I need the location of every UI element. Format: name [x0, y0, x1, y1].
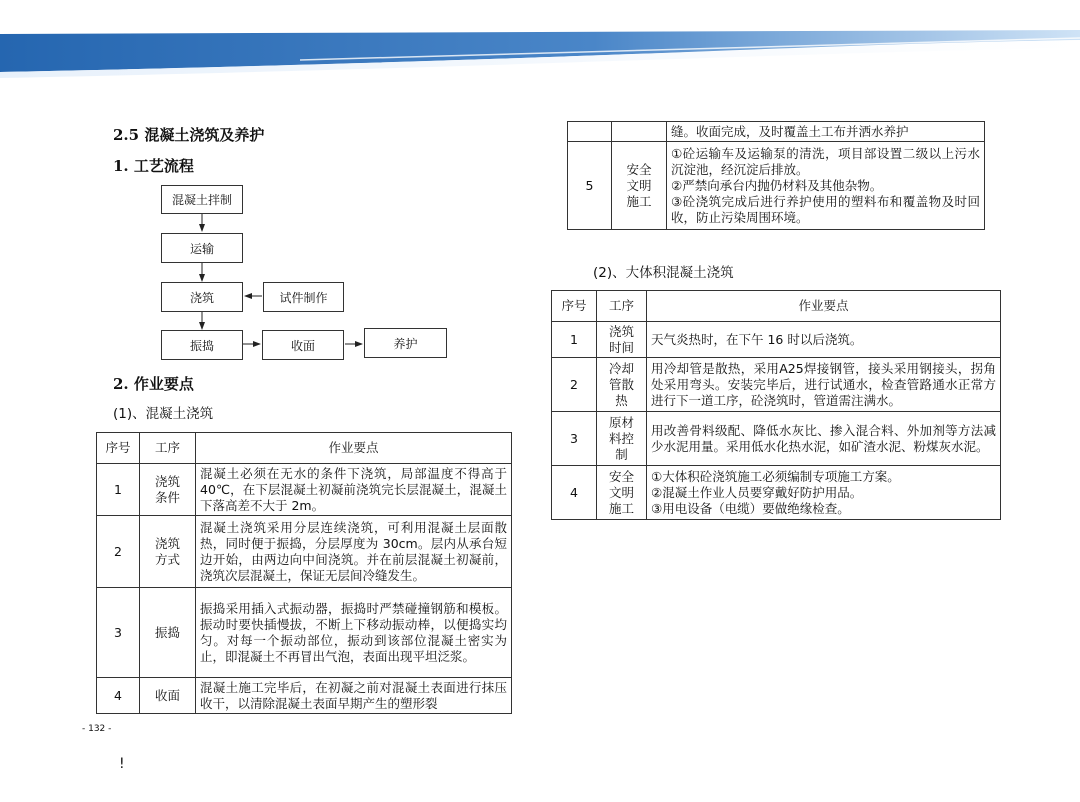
- row-no: 1: [97, 464, 140, 516]
- flow-curing-box: 养护: [364, 328, 447, 358]
- header-proc: 工序: [140, 433, 196, 464]
- section-title: 2.5 混凝土浇筑及养护: [113, 126, 265, 144]
- row-process: 浇筑 方式: [140, 516, 196, 588]
- table-header-row: [552, 291, 1001, 322]
- table-row: [552, 412, 1001, 466]
- row-no: [568, 122, 612, 142]
- process-heading: 1. 工艺流程: [113, 157, 194, 175]
- row-no: 4: [552, 466, 597, 520]
- table-row: [97, 588, 512, 678]
- row-points: 用改善骨料级配、降低水灰比、掺入混合料、外加剂等方法减少水泥用量。采用低水化热水泥，如矿渣水泥、粉煤灰水泥。: [647, 412, 1001, 466]
- table-row: [97, 678, 512, 714]
- row-no: 3: [97, 588, 140, 678]
- row-no: 3: [552, 412, 597, 466]
- row-points: 混凝土施工完毕后，在初凝之前对混凝土表面进行抹压收干，以清除混凝土表面早期产生的塑形裂: [196, 678, 512, 714]
- row-points: 天气炎热时，在下午 16 时以后浇筑。: [647, 322, 1001, 358]
- row-process: 原材 料控 制: [597, 412, 647, 466]
- row-process: [612, 122, 667, 142]
- table-row: [552, 322, 1001, 358]
- page-number: - 132 -: [82, 724, 112, 734]
- row-points: 缝。收面完成，及时覆盖土工布并洒水养护: [667, 122, 985, 142]
- header-proc: 工序: [597, 291, 647, 322]
- flow-pouring-box: 浇筑: [161, 282, 243, 312]
- row-process: 振捣: [140, 588, 196, 678]
- table-concrete-pouring: [96, 432, 512, 714]
- row-process: 收面: [140, 678, 196, 714]
- header-points: 作业要点: [196, 433, 512, 464]
- row-points: ①砼运输车及运输泵的清洗，项目部设置二级以上污水沉淀池，经沉淀后排放。 ②严禁向承台内抛仍材料及其他杂物。 ③砼浇筑完成后进行养护使用的塑料布和覆盖物及时回收，防止污染周围环境。: [667, 142, 985, 230]
- row-points: 混凝土必须在无水的条件下浇筑，局部温度不得高于 40℃，在下层混凝土初凝前浇筑完长层混凝土，混凝土下落高差不大于 2m。: [196, 464, 512, 516]
- row-points: 混凝土浇筑采用分层连续浇筑，可利用混凝土层面散热，同时便于振捣，分层厚度为 30cm。层内从承台短边开始，由两边向中间浇筑。并在前层混凝土初凝前，浇筑次层混凝土，保证无层间冷缝发生。: [196, 516, 512, 588]
- flow-mixing-box: 混凝土拌制: [161, 185, 243, 214]
- flow-vibrating-box: 振捣: [161, 330, 243, 360]
- header-no: 序号: [97, 433, 140, 464]
- row-process: 冷却 管散 热: [597, 358, 647, 412]
- table-continuation: [567, 121, 985, 230]
- row-points: 用冷却管是散热，采用A25焊接钢管，接头采用钢接头，拐角处采用弯头。安装完毕后，进行试通水，检查管路通水正常方进行下一道工序，砼浇筑时，管道需注满水。: [647, 358, 1001, 412]
- row-process: 安全 文明 施工: [597, 466, 647, 520]
- header-points: 作业要点: [647, 291, 1001, 322]
- stray-mark: !: [119, 756, 125, 772]
- table-row: [97, 516, 512, 588]
- row-no: 2: [552, 358, 597, 412]
- table1-caption: (1)、混凝土浇筑: [113, 406, 214, 422]
- row-no: 4: [97, 678, 140, 714]
- table-row: [552, 358, 1001, 412]
- table2-caption: (2)、大体积混凝土浇筑: [593, 265, 734, 281]
- work-heading: 2. 作业要点: [113, 375, 194, 393]
- row-no: 1: [552, 322, 597, 358]
- row-points: 振捣采用插入式振动器，振捣时严禁碰撞钢筋和模板。振动时要快插慢拔，不断上下移动振动棒，以便捣实均匀。对每一个振动部位，振动到该部位混凝土密实为止，即混凝土不再冒出气泡，表面出现平坦泛浆。: [196, 588, 512, 678]
- row-no: 5: [568, 142, 612, 230]
- table-header-row: [97, 433, 512, 464]
- row-process: 浇筑 时间: [597, 322, 647, 358]
- table-mass-concrete: [551, 290, 1001, 520]
- row-points: ①大体积砼浇筑施工必须编制专项施工方案。 ②混凝土作业人员要穿戴好防护用品。 ③用电设备（电缆）要做绝缘检查。: [647, 466, 1001, 520]
- table-row: [552, 466, 1001, 520]
- flow-specimen-box: 试件制作: [263, 282, 344, 312]
- table-row: [97, 464, 512, 516]
- flow-finishing-box: 收面: [262, 330, 344, 360]
- row-process: 浇筑 条件: [140, 464, 196, 516]
- table-row: [568, 122, 985, 142]
- flow-transport-box: 运输: [161, 233, 243, 263]
- row-process: 安全 文明 施工: [612, 142, 667, 230]
- header-no: 序号: [552, 291, 597, 322]
- row-no: 2: [97, 516, 140, 588]
- table-row: [568, 142, 985, 230]
